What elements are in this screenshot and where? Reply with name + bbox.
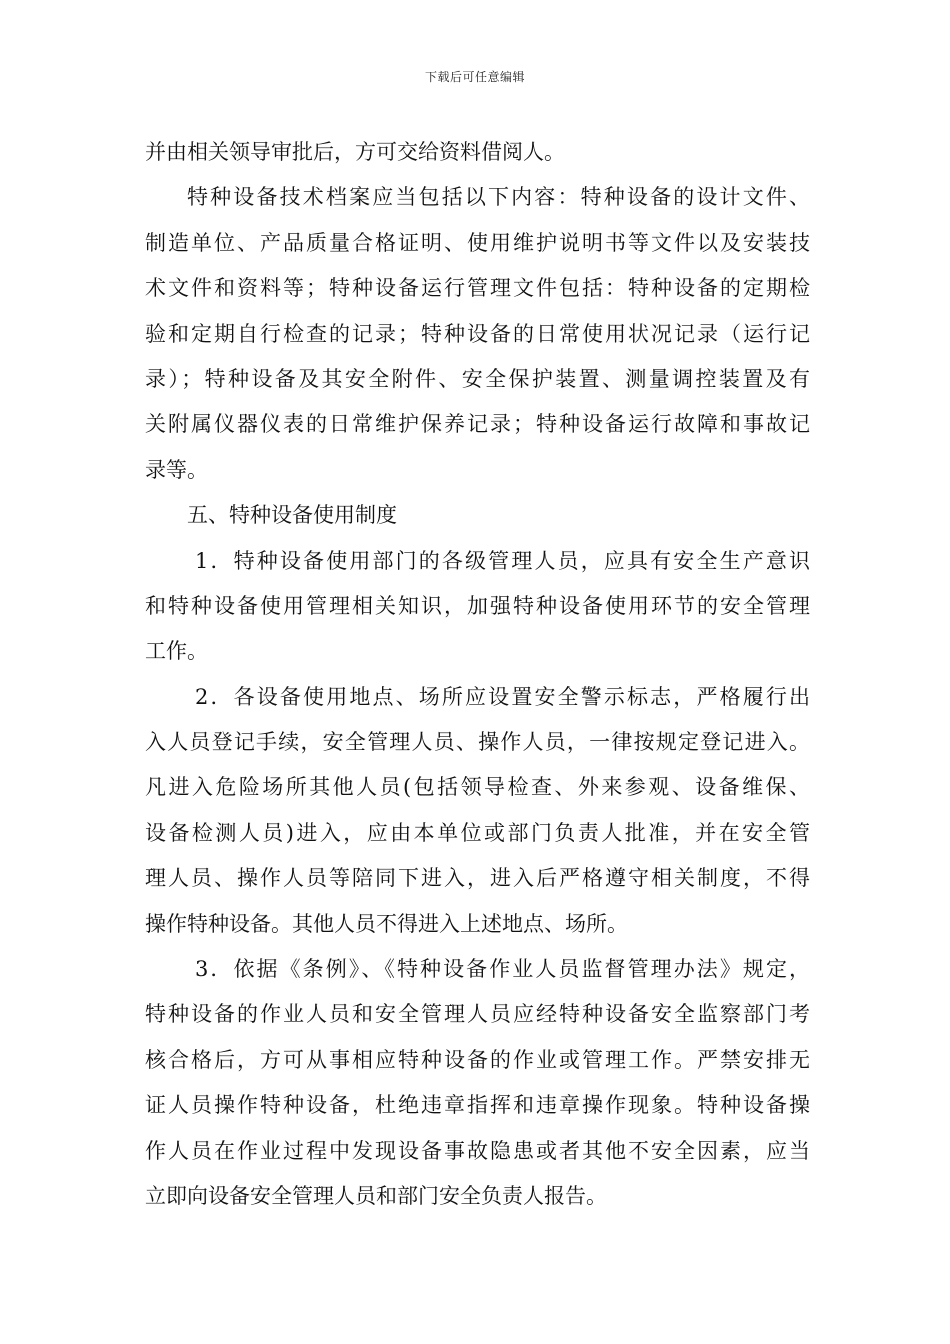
document-body xyxy=(145,130,810,1219)
text-line: 作人员在作业过程中发现设备事故隐患或者其他不安全因素，应当 xyxy=(145,1138,810,1163)
text-line: 1．特种设备使用部门的各级管理人员，应具有安全生产意识 xyxy=(195,548,810,573)
text-line: 录）；特种设备及其安全附件、安全保护装置、测量调控装置及有 xyxy=(145,366,810,391)
text-line: 验和定期自行检查的记录；特种设备的日常使用状况记录（运行记 xyxy=(145,321,810,346)
text-line: 操作特种设备。其他人员不得进入上述地点、场所。 xyxy=(145,911,628,936)
text-line: 特种设备技术档案应当包括以下内容：特种设备的设计文件、 xyxy=(187,185,810,210)
text-line: 3．依据《条例》、《特种设备作业人员监督管理办法》规定， xyxy=(195,957,810,982)
text-line: 核合格后，方可从事相应特种设备的作业或管理工作。严禁安排无 xyxy=(145,1047,810,1072)
text-line: 工作。 xyxy=(145,639,208,664)
text-line: 制造单位、产品质量合格证明、使用维护说明书等文件以及安装技 xyxy=(145,230,810,255)
text-line: 特种设备的作业人员和安全管理人员应经特种设备安全监察部门考 xyxy=(145,1002,810,1027)
text-line: 并由相关领导审批后，方可交给资料借阅人。 xyxy=(145,140,565,164)
text-line: 证人员操作特种设备，杜绝违章指挥和违章操作现象。特种设备操 xyxy=(145,1093,810,1118)
text-line: 入人员登记手续，安全管理人员、操作人员，一律按规定登记进入。 xyxy=(145,730,810,755)
text-line: 理人员、操作人员等陪同下进入，进入后严格遵守相关制度，不得 xyxy=(145,866,810,891)
text-line: 术文件和资料等；特种设备运行管理文件包括：特种设备的定期检 xyxy=(145,276,810,301)
page-header-note: 下载后可任意编辑 xyxy=(424,70,525,84)
text-line: 设备检测人员)进入，应由本单位或部门负责人批准，并在安全管 xyxy=(145,820,810,845)
text-line: 关附属仪器仪表的日常维护保养记录；特种设备运行故障和事故记 xyxy=(145,412,810,437)
text-line: 录等。 xyxy=(145,457,208,482)
text-line: 2．各设备使用地点、场所应设置安全警示标志，严格履行出 xyxy=(195,684,810,709)
text-line: 凡进入危险场所其他人员(包括领导检查、外来参观、设备维保、 xyxy=(145,775,810,800)
section-heading: 五、特种设备使用制度 xyxy=(187,503,397,528)
text-line: 立即向设备安全管理人员和部门安全负责人报告。 xyxy=(145,1183,607,1208)
text-line: 和特种设备使用管理相关知识，加强特种设备使用环节的安全管理 xyxy=(145,593,810,618)
